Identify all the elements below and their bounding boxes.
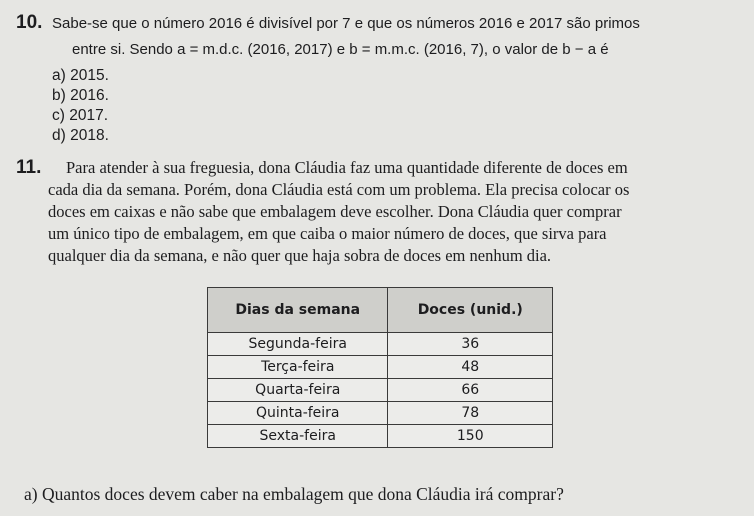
- sweets-cell: 36: [388, 333, 553, 356]
- sweets-cell: 66: [388, 379, 553, 402]
- header-sweets: Doces (unid.): [388, 288, 553, 333]
- question-11-item-a: a) Quantos doces devem caber na embalagem que dona Cláudia irá comprar?: [24, 484, 564, 504]
- header-days: Dias da semana: [208, 288, 388, 333]
- day-cell: Sexta-feira: [208, 425, 388, 448]
- question-10-number: 10.: [16, 12, 43, 33]
- day-cell: Quinta-feira: [208, 402, 388, 425]
- table-row: [208, 402, 553, 425]
- question-11-line-4: um único tipo de embalagem, em que caiba o maior número de doces, que sirva para: [48, 224, 607, 243]
- table-row: [208, 425, 553, 448]
- question-10-option-b: b) 2016.: [52, 87, 109, 104]
- question-11-line-5: qualquer dia da semana, e não quer que haja sobra de doces em nenhum dia.: [48, 246, 552, 265]
- question-11-line-3: doces em caixas e não sabe que embalagem deve escolher. Dona Cláudia quer comprar: [48, 202, 622, 221]
- question-10-option-c: c) 2017.: [52, 107, 109, 124]
- table-header-row: [208, 288, 553, 333]
- table-row: [208, 379, 553, 402]
- sweets-cell: 48: [388, 356, 553, 379]
- question-10-line-1: Sabe-se que o número 2016 é divisível por 7 e que os números 2016 e 2017 são primos: [52, 15, 640, 32]
- question-11-line-1: Para atender à sua freguesia, dona Cláudia faz uma quantidade diferente de doces em: [66, 158, 628, 177]
- day-cell: Segunda-feira: [208, 333, 388, 356]
- question-11-line-2: cada dia da semana. Porém, dona Cláudia está com um problema. Ela precisa colocar os: [48, 180, 630, 199]
- table-row: [208, 333, 553, 356]
- question-10-line-2: entre si. Sendo a = m.d.c. (2016, 2017) e b = m.m.c. (2016, 7), o valor de b − a é: [72, 41, 609, 58]
- sweets-cell: 78: [388, 402, 553, 425]
- sweets-cell: 150: [388, 425, 553, 448]
- question-10-option-a: a) 2015.: [52, 67, 109, 84]
- question-11-number: 11.: [16, 157, 42, 178]
- day-cell: Terça-feira: [208, 356, 388, 379]
- day-cell: Quarta-feira: [208, 379, 388, 402]
- sweets-per-day-table: [207, 287, 553, 448]
- table-row: [208, 356, 553, 379]
- question-10-option-d: d) 2018.: [52, 127, 109, 144]
